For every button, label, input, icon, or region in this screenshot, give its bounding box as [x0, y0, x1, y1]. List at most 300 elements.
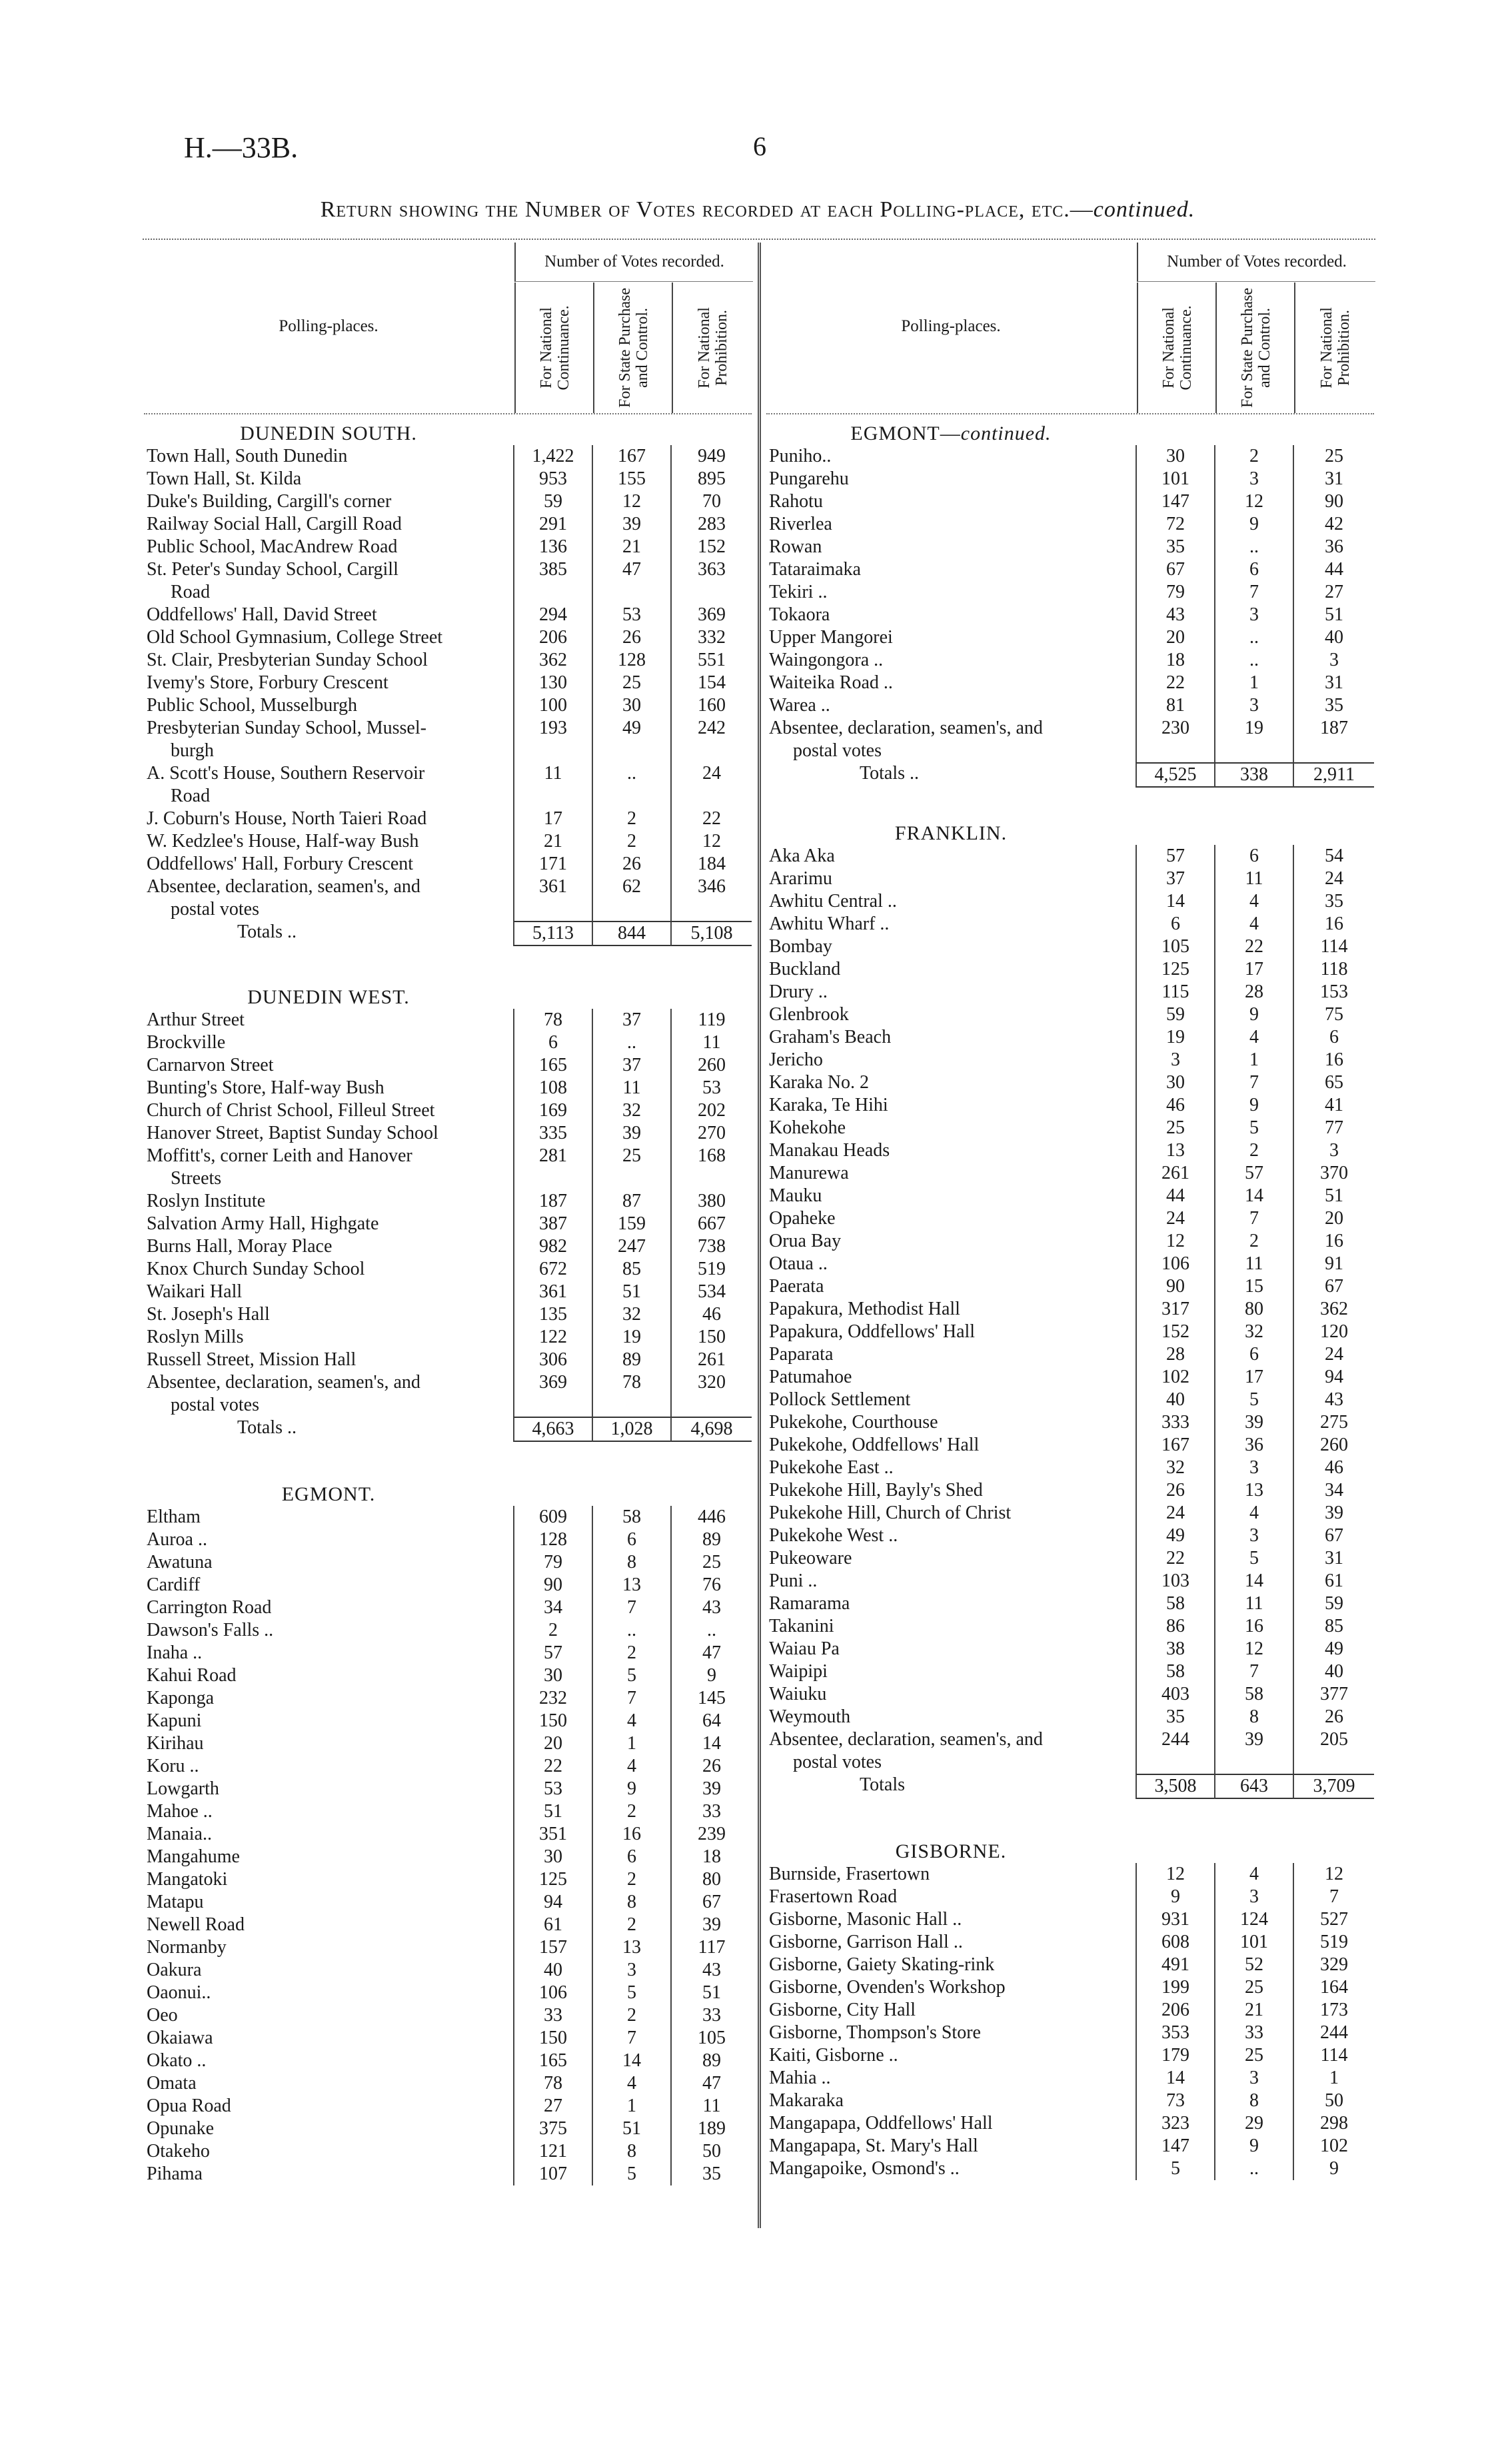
table-row — [144, 1371, 752, 1394]
table-row — [144, 1077, 752, 1099]
national-prohibition-cell: 43 — [1293, 1389, 1374, 1411]
section-title-text: DUNEDIN WEST. — [247, 986, 410, 1008]
state-purchase-cell: 3 — [1214, 694, 1293, 717]
table-row — [144, 581, 752, 604]
polling-place-cell: Ivemy's Store, Forbury Crescent — [147, 672, 388, 693]
state-purchase-cell: 5 — [592, 1664, 670, 1687]
polling-place-cell: Knox Church Sunday School — [147, 1259, 365, 1279]
national-continuance-cell: 35 — [1135, 1706, 1214, 1728]
national-continuance-cell: 306 — [513, 1349, 592, 1371]
national-prohibition-cell: 9 — [670, 1664, 752, 1687]
table-row — [766, 1976, 1374, 1999]
state-purchase-cell: 15 — [1214, 1275, 1293, 1298]
national-prohibition-cell: 3,709 — [1293, 1774, 1374, 1799]
polling-place-cell: Moffitt's, corner Leith and Hanover — [147, 1145, 412, 1166]
national-continuance-cell: 230 — [1135, 717, 1214, 740]
national-prohibition-cell: 275 — [1293, 1411, 1374, 1434]
title-main: Return showing the Number of Votes recorded at each Polling-place, etc.— — [320, 197, 1094, 222]
report-reference: H.—33B. — [184, 131, 299, 164]
national-prohibition-cell: 47 — [670, 2072, 752, 2095]
polling-place-cell: Rowan — [769, 536, 822, 557]
national-prohibition-cell: 117 — [670, 1936, 752, 1959]
state-purchase-cell: 14 — [1214, 1185, 1293, 1207]
national-prohibition-cell: 270 — [670, 1122, 752, 1145]
national-continuance-cell: 4,663 — [513, 1417, 592, 1442]
national-prohibition-cell: 35 — [670, 2163, 752, 2185]
table-row — [766, 1411, 1374, 1434]
national-continuance-cell: 106 — [513, 1982, 592, 2004]
table-row — [766, 2067, 1374, 2090]
table-row — [144, 1732, 752, 1755]
national-prohibition-cell: 369 — [670, 604, 752, 626]
national-prohibition-cell: 7 — [1293, 1886, 1374, 1908]
national-prohibition-cell: 51 — [1293, 1185, 1374, 1207]
state-purchase-cell: 87 — [592, 1190, 670, 1213]
national-prohibition-cell: 65 — [1293, 1071, 1374, 1094]
state-purchase-cell: 643 — [1214, 1774, 1293, 1799]
national-continuance-cell: 369 — [513, 1371, 592, 1394]
table-row — [766, 1343, 1374, 1366]
page-header — [184, 131, 1370, 171]
national-prohibition-cell: 152 — [670, 536, 752, 558]
table-row — [144, 1054, 752, 1077]
state-purchase-cell: 844 — [592, 921, 670, 946]
national-continuance-cell: 353 — [1135, 2022, 1214, 2044]
polling-place-cell: Auroa .. — [147, 1529, 207, 1550]
state-purchase-cell — [1214, 740, 1293, 762]
state-purchase-cell: 9 — [1214, 513, 1293, 536]
polling-place-cell: Pukeoware — [769, 1548, 852, 1568]
national-continuance-cell: 12 — [1135, 1230, 1214, 1253]
polling-place-cell: Gisborne, City Hall — [769, 2000, 916, 2020]
table-row — [144, 2140, 752, 2163]
national-continuance-cell: 38 — [1135, 1638, 1214, 1660]
national-continuance-cell: 101 — [1135, 468, 1214, 490]
table-row — [766, 1162, 1374, 1185]
national-prohibition-cell: 85 — [1293, 1615, 1374, 1638]
state-purchase-cell: 16 — [592, 1823, 670, 1846]
top-divider — [143, 239, 1375, 240]
national-continuance-cell: 4,525 — [1135, 762, 1214, 788]
table-row — [766, 1253, 1374, 1275]
polling-place-cell: Ramarama — [769, 1593, 850, 1614]
state-purchase-cell: 25 — [1214, 2044, 1293, 2067]
national-continuance-cell: 317 — [1135, 1298, 1214, 1321]
state-purchase-cell: 155 — [592, 468, 670, 490]
national-continuance-cell: 58 — [1135, 1660, 1214, 1683]
national-continuance-cell: 121 — [513, 2140, 592, 2163]
table-row — [144, 445, 752, 468]
state-purchase-cell: 338 — [1214, 762, 1293, 788]
state-purchase-cell: 11 — [1214, 868, 1293, 890]
national-prohibition-cell: 40 — [1293, 1660, 1374, 1683]
national-continuance-cell: 40 — [513, 1959, 592, 1982]
national-prohibition-cell: 16 — [1293, 1049, 1374, 1071]
state-purchase-cell: 2 — [592, 2004, 670, 2027]
national-continuance-cell: 128 — [513, 1529, 592, 1551]
state-purchase-cell: 53 — [592, 604, 670, 626]
national-prohibition-cell: 202 — [670, 1099, 752, 1122]
table-row — [766, 1275, 1374, 1298]
polling-place-cell: Burns Hall, Moray Place — [147, 1236, 333, 1257]
table-row — [766, 845, 1374, 868]
table-row — [766, 2157, 1374, 2180]
national-continuance-cell: 90 — [513, 1574, 592, 1596]
national-continuance-cell: 28 — [1135, 1343, 1214, 1366]
national-continuance-cell: 105 — [1135, 935, 1214, 958]
national-continuance-cell: 40 — [1135, 1389, 1214, 1411]
table-row — [766, 1728, 1374, 1751]
table-row — [144, 1778, 752, 1800]
table-row — [766, 2022, 1374, 2044]
national-prohibition-header: For National Prohibition. — [672, 283, 753, 413]
table-row — [766, 1954, 1374, 1976]
state-purchase-cell: 3 — [1214, 1525, 1293, 1547]
polling-place-cell: Orua Bay — [769, 1231, 842, 1251]
state-purchase-cell: 39 — [592, 513, 670, 536]
national-prohibition-cell: 70 — [670, 490, 752, 513]
polling-place-cell: Pukekohe East .. — [769, 1457, 894, 1478]
polling-place-cell: Newell Road — [147, 1914, 245, 1935]
national-continuance-cell: 78 — [513, 2072, 592, 2095]
national-prohibition-cell: 1 — [1293, 2067, 1374, 2090]
polling-place-cell: Oakura — [147, 1960, 202, 1980]
national-prohibition-cell: 102 — [1293, 2135, 1374, 2157]
totals-label: Totals .. — [237, 922, 297, 942]
national-prohibition-cell: 114 — [1293, 935, 1374, 958]
polling-place-cell: Duke's Building, Cargill's corner — [147, 491, 392, 512]
national-prohibition-cell: 329 — [1293, 1954, 1374, 1976]
table-row — [144, 490, 752, 513]
national-prohibition-cell: 534 — [670, 1281, 752, 1303]
table-row — [144, 717, 752, 740]
national-continuance-cell: 115 — [1135, 981, 1214, 1003]
national-prohibition-header: For National Prohibition. — [1294, 283, 1375, 413]
polling-place-cell: Frasertown Road — [769, 1886, 898, 1907]
state-purchase-cell: 14 — [592, 2050, 670, 2072]
national-continuance-cell: 108 — [513, 1077, 592, 1099]
national-prohibition-cell: 33 — [670, 2004, 752, 2027]
national-continuance-cell: 27 — [513, 2095, 592, 2118]
polling-place-cell: Mangapoike, Osmond's .. — [769, 2158, 960, 2179]
table-row — [144, 2027, 752, 2050]
state-purchase-cell: 4 — [1214, 1502, 1293, 1525]
national-prohibition-cell: 77 — [1293, 1117, 1374, 1139]
table-row — [144, 1529, 752, 1551]
table-row — [766, 694, 1374, 717]
polling-place-cell: Waiuku — [769, 1684, 827, 1704]
state-purchase-cell: 62 — [592, 876, 670, 898]
polling-place-cell: Town Hall, St. Kilda — [147, 468, 302, 489]
national-prohibition-cell: 59 — [1293, 1592, 1374, 1615]
national-continuance-cell — [513, 785, 592, 808]
table-row — [766, 1479, 1374, 1502]
state-purchase-cell: 39 — [592, 1122, 670, 1145]
polling-place-cell: Glenbrook — [769, 1004, 849, 1025]
table-row — [766, 740, 1374, 762]
national-continuance-cell: 147 — [1135, 2135, 1214, 2157]
polling-place-cell: Awatuna — [147, 1552, 213, 1572]
national-prohibition-cell: 53 — [670, 1077, 752, 1099]
table-row — [766, 1457, 1374, 1479]
national-continuance-cell: 9 — [1135, 1886, 1214, 1908]
table-row — [766, 1706, 1374, 1728]
polling-place-cell: Tataraimaka — [769, 559, 861, 580]
national-prohibition-cell: 94 — [1293, 1366, 1374, 1389]
state-purchase-cell: 247 — [592, 1235, 670, 1258]
state-purchase-cell: 51 — [592, 2118, 670, 2140]
polling-place-cell: Takanini — [769, 1616, 834, 1636]
national-continuance-cell: 30 — [513, 1846, 592, 1868]
table-row — [144, 1687, 752, 1710]
polling-place-cell: Presbyterian Sunday School, Mussel- — [147, 718, 426, 738]
table-row — [766, 1207, 1374, 1230]
national-continuance-cell: 57 — [513, 1642, 592, 1664]
state-purchase-cell: 7 — [1214, 581, 1293, 604]
table-row — [766, 1230, 1374, 1253]
national-prohibition-cell: 370 — [1293, 1162, 1374, 1185]
national-continuance-cell: 106 — [1135, 1253, 1214, 1275]
national-continuance-cell: 171 — [513, 853, 592, 876]
national-continuance-cell: 3,508 — [1135, 1774, 1214, 1799]
national-continuance-cell: 136 — [513, 536, 592, 558]
national-continuance-cell: 37 — [1135, 868, 1214, 890]
national-continuance-cell: 351 — [513, 1823, 592, 1846]
national-prohibition-cell: 667 — [670, 1213, 752, 1235]
national-continuance-cell: 24 — [1135, 1207, 1214, 1230]
polling-place-cell: Brockville — [147, 1032, 226, 1053]
polling-place-cell: postal votes — [793, 740, 882, 761]
table-row — [144, 1303, 752, 1326]
state-purchase-cell: 19 — [592, 1326, 670, 1349]
polling-place-cell: Karaka No. 2 — [769, 1072, 870, 1093]
section-dunedin-south — [144, 422, 752, 946]
national-prohibition-cell: 51 — [670, 1982, 752, 2004]
state-purchase-cell: 3 — [1214, 1457, 1293, 1479]
state-purchase-cell: 2 — [1214, 445, 1293, 468]
table-row — [766, 981, 1374, 1003]
table-row — [144, 1619, 752, 1642]
national-prohibition-cell: 362 — [1293, 1298, 1374, 1321]
national-continuance-cell: 953 — [513, 468, 592, 490]
table-row — [766, 2044, 1374, 2067]
polling-place-cell: Arthur Street — [147, 1009, 245, 1030]
state-purchase-cell: 1 — [1214, 1049, 1293, 1071]
table-row — [144, 1009, 752, 1031]
polling-place-cell: Gisborne, Masonic Hall .. — [769, 1909, 962, 1930]
national-continuance-cell: 26 — [1135, 1479, 1214, 1502]
polling-place-cell: Waikari Hall — [147, 1281, 243, 1302]
national-prohibition-cell: 551 — [670, 649, 752, 672]
national-continuance-cell: 51 — [513, 1800, 592, 1823]
national-continuance-cell: 206 — [1135, 1999, 1214, 2022]
state-purchase-cell: 4 — [1214, 1863, 1293, 1886]
national-prohibition-cell: 47 — [670, 1642, 752, 1664]
state-purchase-cell: 21 — [1214, 1999, 1293, 2022]
table-row — [766, 2112, 1374, 2135]
national-prohibition-cell: 260 — [1293, 1434, 1374, 1457]
state-purchase-cell: 2 — [592, 830, 670, 853]
state-purchase-cell: 37 — [592, 1054, 670, 1077]
national-continuance-cell: 608 — [1135, 1931, 1214, 1954]
polling-place-cell: Pukekohe Hill, Bayly's Shed — [769, 1480, 983, 1501]
table-row — [766, 1139, 1374, 1162]
national-continuance-cell: 361 — [513, 876, 592, 898]
national-continuance-cell: 1,422 — [513, 445, 592, 468]
polling-place-cell: Upper Mangorei — [769, 627, 893, 648]
polling-place-cell: Burnside, Frasertown — [769, 1864, 930, 1884]
state-purchase-cell: 30 — [592, 694, 670, 717]
totals-label: Totals .. — [237, 1417, 297, 1438]
polling-place-cell: A. Scott's House, Southern Reservoir — [147, 763, 425, 784]
national-continuance-cell: 335 — [513, 1122, 592, 1145]
state-purchase-cell: .. — [1214, 2157, 1293, 2180]
national-continuance-cell: 79 — [1135, 581, 1214, 604]
national-prohibition-cell: 3 — [1293, 1139, 1374, 1162]
table-row — [144, 1258, 752, 1281]
table-row — [144, 1235, 752, 1258]
national-continuance-cell: 100 — [513, 694, 592, 717]
national-prohibition-cell: 39 — [670, 1914, 752, 1936]
section-title — [144, 1483, 513, 1506]
state-purchase-cell: 5 — [1214, 1547, 1293, 1570]
national-continuance-cell: 150 — [513, 2027, 592, 2050]
state-purchase-cell: 17 — [1214, 1366, 1293, 1389]
national-continuance-cell: 206 — [513, 626, 592, 649]
polling-place-cell: Absentee, declaration, seamen's, and — [769, 1729, 1043, 1750]
national-prohibition-cell: 51 — [1293, 604, 1374, 626]
state-purchase-cell: 16 — [1214, 1615, 1293, 1638]
polling-place-cell: Buckland — [769, 959, 841, 979]
national-continuance-cell: 20 — [1135, 626, 1214, 649]
national-prohibition-cell: 120 — [1293, 1321, 1374, 1343]
polling-place-cell: Kaponga — [147, 1688, 215, 1708]
national-prohibition-cell: 41 — [1293, 1094, 1374, 1117]
national-prohibition-cell: 90 — [1293, 490, 1374, 513]
table-row — [144, 1167, 752, 1190]
polling-place-cell: Kapuni — [147, 1710, 202, 1731]
state-purchase-cell: 4 — [1214, 890, 1293, 913]
polling-place-cell: Pihama — [147, 2163, 203, 2184]
national-prohibition-cell: 164 — [1293, 1976, 1374, 1999]
polling-place-cell: Mangahume — [147, 1846, 240, 1867]
state-purchase-cell: 6 — [1214, 845, 1293, 868]
table-row — [144, 876, 752, 898]
polling-place-cell: Roslyn Mills — [147, 1327, 244, 1347]
national-prohibition-cell: 895 — [670, 468, 752, 490]
state-purchase-cell: 8 — [1214, 1706, 1293, 1728]
national-prohibition-cell: 119 — [670, 1009, 752, 1031]
national-continuance-cell: 59 — [513, 490, 592, 513]
section-title-text: DUNEDIN SOUTH. — [240, 422, 417, 444]
national-continuance-cell: 19 — [1135, 1026, 1214, 1049]
national-prohibition-cell: 36 — [1293, 536, 1374, 558]
table-row — [766, 649, 1374, 672]
national-continuance-cell: 30 — [1135, 1071, 1214, 1094]
polling-place-cell: Lowgarth — [147, 1778, 219, 1799]
national-prohibition-cell: 239 — [670, 1823, 752, 1846]
national-prohibition-cell: 80 — [670, 1868, 752, 1891]
state-purchase-cell: 3 — [592, 1959, 670, 1982]
national-continuance-cell: 35 — [1135, 536, 1214, 558]
section-title — [766, 1840, 1135, 1863]
national-prohibition-cell: 20 — [1293, 1207, 1374, 1230]
national-continuance-cell: 13 — [1135, 1139, 1214, 1162]
national-prohibition-cell — [1293, 740, 1374, 762]
state-purchase-cell: 3 — [1214, 1886, 1293, 1908]
polling-place-cell: Mahia .. — [769, 2068, 831, 2088]
section-gisborne — [766, 1840, 1374, 2180]
state-purchase-cell: 1 — [592, 2095, 670, 2118]
national-prohibition-cell: 154 — [670, 672, 752, 694]
state-purchase-cell: .. — [1214, 649, 1293, 672]
polling-place-cell: Riverlea — [769, 514, 832, 534]
polling-place-cell: Normanby — [147, 1937, 227, 1958]
national-continuance-cell: 22 — [1135, 1547, 1214, 1570]
polling-place-cell: Puni .. — [769, 1570, 818, 1591]
national-continuance-cell: 86 — [1135, 1615, 1214, 1638]
table-row — [766, 958, 1374, 981]
table-row — [766, 672, 1374, 694]
table-row — [766, 1366, 1374, 1389]
polling-place-cell: Railway Social Hall, Cargill Road — [147, 514, 402, 534]
state-purchase-cell: 19 — [1214, 717, 1293, 740]
polling-place-cell: Omata — [147, 2073, 197, 2094]
national-prohibition-cell: 380 — [670, 1190, 752, 1213]
national-prohibition-cell — [670, 740, 752, 762]
state-purchase-cell: 7 — [1214, 1660, 1293, 1683]
state-purchase-cell: 37 — [592, 1009, 670, 1031]
table-row — [144, 1823, 752, 1846]
polling-place-cell: Drury .. — [769, 981, 828, 1002]
national-continuance-cell: 73 — [1135, 2090, 1214, 2112]
national-continuance-cell: 169 — [513, 1099, 592, 1122]
national-continuance-cell: 58 — [1135, 1592, 1214, 1615]
polling-place-cell: Russell Street, Mission Hall — [147, 1349, 357, 1370]
polling-place-cell: Bombay — [769, 936, 832, 957]
state-purchase-cell: 2 — [592, 808, 670, 830]
totals-label: Totals — [860, 1774, 906, 1795]
section-title-continued: continued. — [960, 422, 1052, 444]
table-row — [144, 1846, 752, 1868]
national-prohibition-cell — [670, 898, 752, 921]
polling-place-cell: Inaha .. — [147, 1642, 203, 1663]
polling-place-cell: burgh — [171, 740, 214, 761]
state-purchase-cell — [592, 898, 670, 921]
national-continuance-cell: 361 — [513, 1281, 592, 1303]
table-row — [766, 1570, 1374, 1592]
national-continuance-cell: 3 — [1135, 1049, 1214, 1071]
national-continuance-cell: 11 — [513, 762, 592, 785]
table-row — [766, 1908, 1374, 1931]
polling-place-cell: Paparata — [769, 1344, 834, 1365]
national-prohibition-cell: 2,911 — [1293, 762, 1374, 788]
national-prohibition-cell: 75 — [1293, 1003, 1374, 1026]
national-prohibition-cell: 50 — [1293, 2090, 1374, 2112]
totals-label: Totals .. — [860, 763, 920, 784]
state-purchase-cell: 4 — [592, 2072, 670, 2095]
state-purchase-cell: 13 — [592, 1936, 670, 1959]
national-prohibition-cell: 260 — [670, 1054, 752, 1077]
national-continuance-cell: 403 — [1135, 1683, 1214, 1706]
polling-place-cell: Jericho — [769, 1049, 823, 1070]
polling-place-cell: Opua Road — [147, 2096, 231, 2116]
national-prohibition-cell: 31 — [1293, 468, 1374, 490]
table-row — [766, 1886, 1374, 1908]
national-prohibition-cell: 49 — [1293, 1638, 1374, 1660]
section-title-text: FRANKLIN. — [894, 822, 1008, 844]
state-purchase-cell: 25 — [1214, 1976, 1293, 1999]
